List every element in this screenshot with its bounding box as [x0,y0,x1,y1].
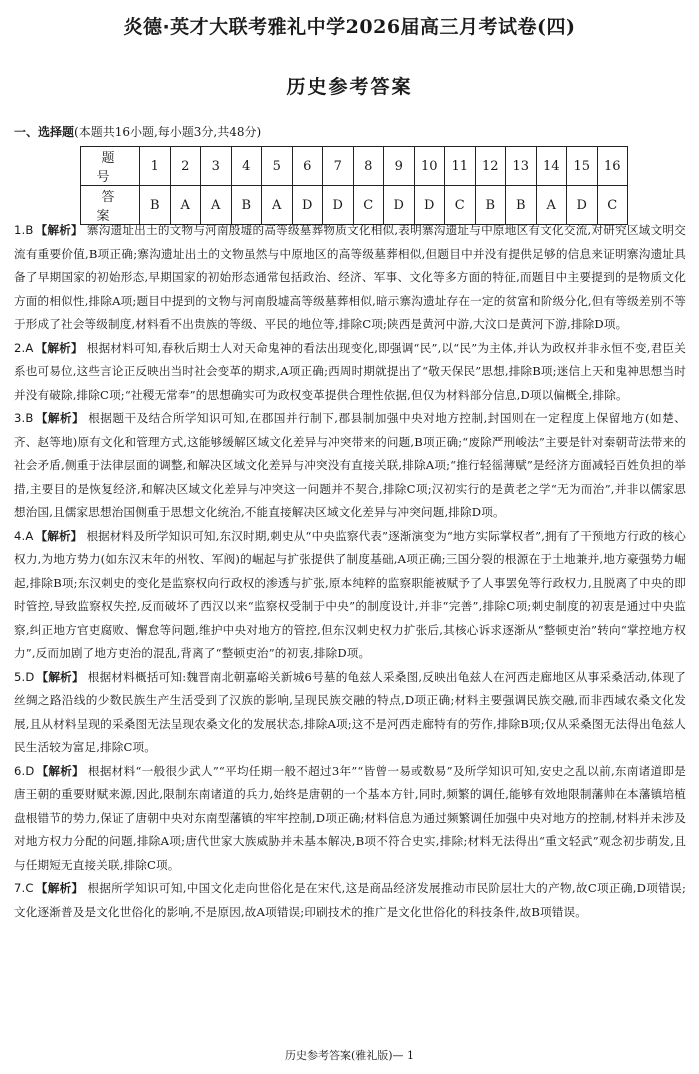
analysis-text: 根据所学知识可知,中国文化走向世俗化是在宋代,这是商品经济发展推动市民阶层壮大的产物,故C项正确,D项错误;文化逐渐普及是文化世俗化的影响,不是原因,故A项错误;印刷技术的推广是文化世俗化的科技条件,故B项错误。 [14,881,686,919]
question-number-row [81,147,628,186]
section-heading [14,123,261,140]
answer-table [80,146,628,225]
question-number: 1 [140,147,171,186]
answer-cell: A [201,186,232,225]
analysis-number: 4.A [14,528,34,543]
answer-label: 答案 [81,186,140,225]
answer-cell: C [597,186,628,225]
answer-cell: D [414,186,445,225]
analysis-item [14,219,686,337]
answer-cell: B [475,186,506,225]
answer-cell: D [323,186,354,225]
question-number: 12 [475,147,506,186]
analysis-tag: 【解析】 [35,411,85,425]
question-number: 5 [262,147,293,186]
question-number: 9 [384,147,415,186]
answer-cell: A [262,186,293,225]
document-title: 历史参考答案 [286,76,413,98]
analysis-text: 根据题干及结合所学知识可知,在郡国并行制下,郡县制加强中央对地方控制,封国则在一定程度上保留地方(如楚、齐、赵等地)原有文化和管理方式,这能够缓解区域文化差异与冲突带来的问题,B项正确;“废除严刑峻法”主要是针对秦朝苛法带来的社会矛盾,侧重于法律层面的调整,和解决区域文化差异与冲突没有直接关联,排除A项;“推行轻徭薄赋”是经济方面减轻百姓负担的举措,主要目的是恢复经济,和解决区域文化差异与冲突这一问题并不契合,排除C项;汉初实行的是黄老之学“无为而治”,并非以儒家思想治国,且儒家思想治国侧重于思想文化统治,不能直接解决区域文化差异与冲突问题,排除D项。 [14,411,686,519]
analysis-item [14,666,686,760]
question-number: 4 [231,147,262,186]
question-number: 13 [506,147,537,186]
answer-cell: A [170,186,201,225]
answer-cell: B [140,186,171,225]
analysis-text: 寨沟遗址出土的文物与河南殷墟的高等级墓葬物质文化相似,表明寨沟遗址与中原地区有文化交流,对研究区域文明交流有重要价值,B项正确;寨沟遗址出土的文物虽然与中原地区的高等级墓葬相似,但题目中并没有提供足够的信息来证明寨沟遗址具备了早期国家的初始形态,早期国家的初始形态通常包括政治、经济、军事、文化等多方面的特征,而题目中主要提到的是物质文化方面的相似性,排除A项;题目中提到的文物与河南殷墟高等级墓葬相似,暗示寨沟遗址存在一定的贫富和阶级分化,但有等级差别不等于形成了社会等级制度,材料看不出贵族的等级、平民的地位等,排除C项;陕西是黄河中游,大汶口是黄河下游,排除D项。 [14,223,686,331]
answer-cell: C [445,186,476,225]
answer-cell: D [384,186,415,225]
question-number: 6 [292,147,323,186]
analysis-number: 2.A [14,340,34,355]
section-label: 一、选择题 [14,125,75,139]
analysis-tag: 【解析】 [35,881,84,895]
question-number: 3 [201,147,232,186]
analysis-number: 6.D [14,763,35,778]
question-number: 8 [353,147,384,186]
question-number: 15 [567,147,598,186]
analysis-number: 1.B [14,223,34,237]
exam-header [0,12,699,39]
answer-cell: B [231,186,262,225]
analysis-text: 根据材料概括可知:魏晋南北朝嘉峪关新城6号墓的龟兹人采桑图,反映出龟兹人在河西走廊地区从事采桑活动,体现了丝绸之路沿线的少数民族生产生活受到了汉族的影响,呈现民族交融的特点,D项正确;材料主要强调民族交融,而非西域农桑文化发展,且从材料呈现的采桑图无法呈现农桑文化的发展状态,排除A项;这不是河西走廊特有的劳作,排除B项;仅从采桑图无法得出龟兹人民生活较为富足,排除C项。 [14,669,687,754]
analysis-tag: 【解析】 [36,669,84,684]
question-number: 11 [445,147,476,186]
question-number: 2 [170,147,201,186]
analysis-item [14,877,686,924]
analysis-text: 根据材料及所学知识可知,东汉时期,刺史从“中央监察代表”逐渐演变为“地方实际掌权者”,拥有了干预地方行政的核心权力,为地方势力(如东汉末年的州牧、军阀)的崛起与扩张提供了制度基础,A项正确;三国分裂的根源在于土地兼并,地方豪强势力崛起,排除B项;东汉刺史的变化是监察权向行政权的渗透与扩张,原本纯粹的监察职能被赋予了人事罢免等行政权力,且脱离了中央的即时管控,导致监察权失控,反而破坏了西汉以来“监察权受制于中央”的制度设计,并非“完善”,排除C项;刺史制度的初衷是通过中央监察,纠正地方官吏腐败、懈怠等问题,维护中央对地方的管控,但东汉刺史权力扩张后,其核心诉求逐渐从“整顿吏治”转向“掌控地方权力”,反而加剧了地方吏治的混乱,背离了“整顿吏治”的初衷,排除D项。 [14,528,686,660]
analysis-number: 3.B [14,411,34,425]
analysis-item [14,337,686,408]
analysis-item [14,525,686,666]
question-number: 7 [323,147,354,186]
analysis-item [14,760,686,878]
answer-cell: B [506,186,537,225]
answer-cell: C [353,186,384,225]
answer-cell: D [292,186,323,225]
question-number-label: 题号 [81,147,140,186]
answer-cell: D [567,186,598,225]
analysis-text: 根据材料“一般很少武人”“平均任期一般不超过3年”“皆曾一易或数易”及所学知识可知,安史之乱以前,东南诸道即是唐王朝的重要财赋来源,因此,限制东南诸道的兵力,始终是唐朝的一个基本方针,同时,频繁的调任,能够有效地限制藩帅在本藩镇培植盘根错节的势力,保证了唐朝中央对东南型藩镇的牢牢控制,D项正确;材料信息为通过频繁调任加强中央对地方的控制,材料并未涉及对地方权力分配的问题,排除A项;唐代世家大族威胁并未基本解决,B项不符合史实,排除;材料无法得出“重文轻武”观念初步萌发,且与任期短无直接关联,排除C项。 [14,763,686,872]
analysis-tag: 【解析】 [35,340,83,355]
analysis-item [14,407,686,525]
section-note: (本题共16小题,每小题3分,共48分) [74,125,262,139]
brand-name: 炎德·英才大联考 [123,16,268,38]
analysis-text: 根据材料可知,春秋后期士人对天命鬼神的看法出现变化,即强调“民”,以“民”为主体,并认为政权并非永恒不变,君臣关系也可易位,这些言论正反映出当时社会变革的期求,A项正确;西周时期就提出了“敬天保民”思想,排除B项;迷信上天和鬼神思想当时并没有破除,排除C项;“社稷无常奉”的思想确实可为政权变革提供合理性依据,但仅为材料部分信息,D项以偏概全,排除。 [14,340,686,402]
question-number: 10 [414,147,445,186]
analysis-tag: 【解析】 [35,223,83,237]
page-footer: 历史参考答案(雅礼版)— 1 [284,1049,415,1062]
analysis-tag: 【解析】 [36,763,85,778]
answer-cell: A [536,186,567,225]
question-number: 16 [597,147,628,186]
analysis-number: 5.D [14,669,35,684]
analysis-list [14,219,686,924]
question-number: 14 [536,147,567,186]
exam-name: 雅礼中学2026届高三月考试卷(四) [267,16,576,38]
analysis-tag: 【解析】 [35,528,83,543]
analysis-number: 7.C [14,881,34,895]
